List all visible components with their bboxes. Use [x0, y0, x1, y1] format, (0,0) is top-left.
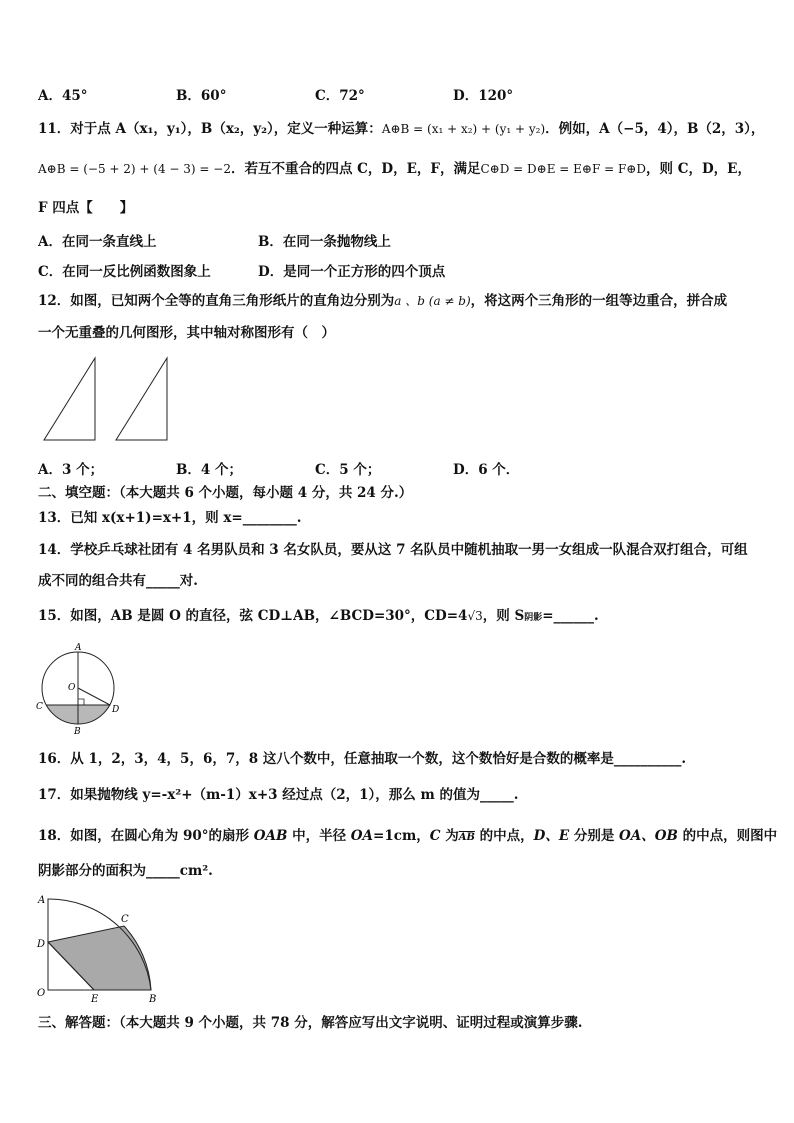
right-angle-mark — [78, 699, 84, 705]
q10-option-a: A．45° — [38, 88, 88, 104]
q12-option-c: C．5 个； — [315, 462, 381, 478]
q14-line2: 成不同的组合共有_____对. — [38, 573, 198, 589]
q18-oa: OA — [350, 828, 374, 844]
q18-c: C — [429, 828, 441, 844]
label-b: B — [74, 727, 81, 736]
q12-intro: 12．如图，已知两个全等的直角三角形纸片的直角边分别为 — [38, 293, 395, 309]
q15-sqrt: √3 — [467, 609, 483, 623]
q15-text-end: ，则 S — [482, 608, 525, 624]
q18-part-g: 的中点，则图中 — [677, 828, 778, 844]
q12-line1 — [38, 292, 727, 310]
q11-line1 — [38, 120, 764, 138]
q18-part-b: 中，半径 — [287, 828, 351, 844]
q15-text: 15．如图，AB 是圆 O 的直径，弦 CD⊥AB，∠BCD=30°，CD=4 — [38, 608, 468, 624]
q17: 17．如果抛物线 y=-x²+（m-1）x+3 经过点（2，1），那么 m 的值为_____. — [38, 787, 519, 803]
label-b: B — [149, 994, 157, 1005]
q12-option-d: D．6 个． — [453, 462, 520, 478]
q18-part-c: =1cm， — [373, 828, 430, 844]
label-a: A — [38, 895, 46, 906]
q18-line1 — [38, 827, 777, 847]
q12-line1-end: ，将这两个三角形的一组等边重合，拼合成 — [470, 293, 728, 309]
triangle-left — [44, 358, 95, 440]
q18-part-e: 的中点， — [474, 828, 534, 844]
q14-line1: 14．学校乒乓球社团有 4 名男队员和 3 名女队员，要从这 7 名队员中随机抽取一男一女组成一队混合双打组合，可组 — [38, 542, 748, 558]
q11-line2 — [38, 160, 751, 178]
q10-option-b: B．60° — [176, 88, 227, 104]
q15-blank: =______. — [542, 608, 599, 624]
q11-intro: 11．对于点 A（x₁，y₁），B（x₂，y₂），定义一种运算： — [38, 121, 382, 137]
q12-line2: 一个无重叠的几何图形，其中轴对称图形有（ ） — [38, 325, 335, 341]
q18-part-d: 为 — [440, 828, 459, 844]
label-d: D — [37, 939, 46, 950]
q15-subscript: 阴影 — [524, 613, 543, 623]
q11-line1-end: ．例如，A（−5，4），B（2，3）， — [545, 121, 765, 137]
segment-od — [78, 688, 110, 705]
triangle-right — [116, 358, 167, 440]
q10-option-d: D．120° — [453, 88, 514, 104]
label-e: E — [91, 994, 99, 1005]
q11-option-b: B．在同一条抛物线上 — [258, 234, 391, 250]
q13: 13．已知 x(x+1)=x+1，则 x=________. — [38, 510, 302, 526]
q18-de: D、E — [533, 828, 570, 844]
q18-arc: $\overline{AB}$ — [458, 832, 475, 843]
q18-oab: OAB — [253, 828, 288, 844]
q11-option-d: D．是同一个正方形的四个顶点 — [258, 264, 446, 280]
q12-triangles-figure — [40, 354, 180, 444]
label-c: C — [36, 702, 43, 712]
section-3-heading: 三、解答题：（本大题共 9 个小题，共 78 分，解答应写出文字说明、证明过程或演算步骤. — [38, 1015, 583, 1031]
q15-circle-figure — [34, 640, 126, 736]
section-2-heading: 二、填空题：（本大题共 6 个小题，每小题 4 分，共 24 分.） — [38, 485, 413, 501]
q12-option-b: B．4 个； — [176, 462, 243, 478]
q10-option-c: C．72° — [315, 88, 365, 104]
label-d: D — [112, 705, 120, 715]
q11-line3: F 四点【 】 — [38, 200, 134, 216]
q16: 16．从 1，2，3，4，5，6，7，8 这八个数中，任意抽取一个数，这个数恰好是合数的概率是__________. — [38, 751, 687, 767]
q18-sector-figure — [34, 890, 164, 1005]
label-o: O — [68, 683, 76, 693]
q11-line2-end: ，则 C，D，E， — [646, 161, 751, 177]
q15-line — [38, 607, 599, 627]
q12-option-a: A．3 个； — [38, 462, 104, 478]
q11-definition: A⊕B = (x₁ + x₂) + (y₁ + y₂) — [381, 122, 546, 136]
q18-part-a: 18．如图，在圆心角为 90°的扇形 — [38, 828, 254, 844]
q18-part-f: 分别是 — [569, 828, 620, 844]
q12-math: a 、b (a ≠ b) — [394, 294, 471, 308]
q11-option-c: C．在同一反比例函数图象上 — [38, 264, 211, 280]
label-c: C — [121, 914, 129, 925]
q18-oa-ob: OA、OB — [619, 828, 678, 844]
q11-option-a: A．在同一条直线上 — [38, 234, 157, 250]
label-a: A — [75, 643, 82, 653]
q11-line2-mid: ．若互不重合的四点 C，D，E，F，满足 — [230, 161, 481, 177]
label-o: O — [37, 988, 46, 999]
q11-example: A⊕B = (−5 + 2) + (4 − 3) = −2 — [38, 162, 231, 176]
q18-line2: 阴影部分的面积为_____cm². — [38, 863, 213, 879]
q11-condition: C⊕D = D⊕E = E⊕F = F⊕D — [480, 162, 646, 176]
